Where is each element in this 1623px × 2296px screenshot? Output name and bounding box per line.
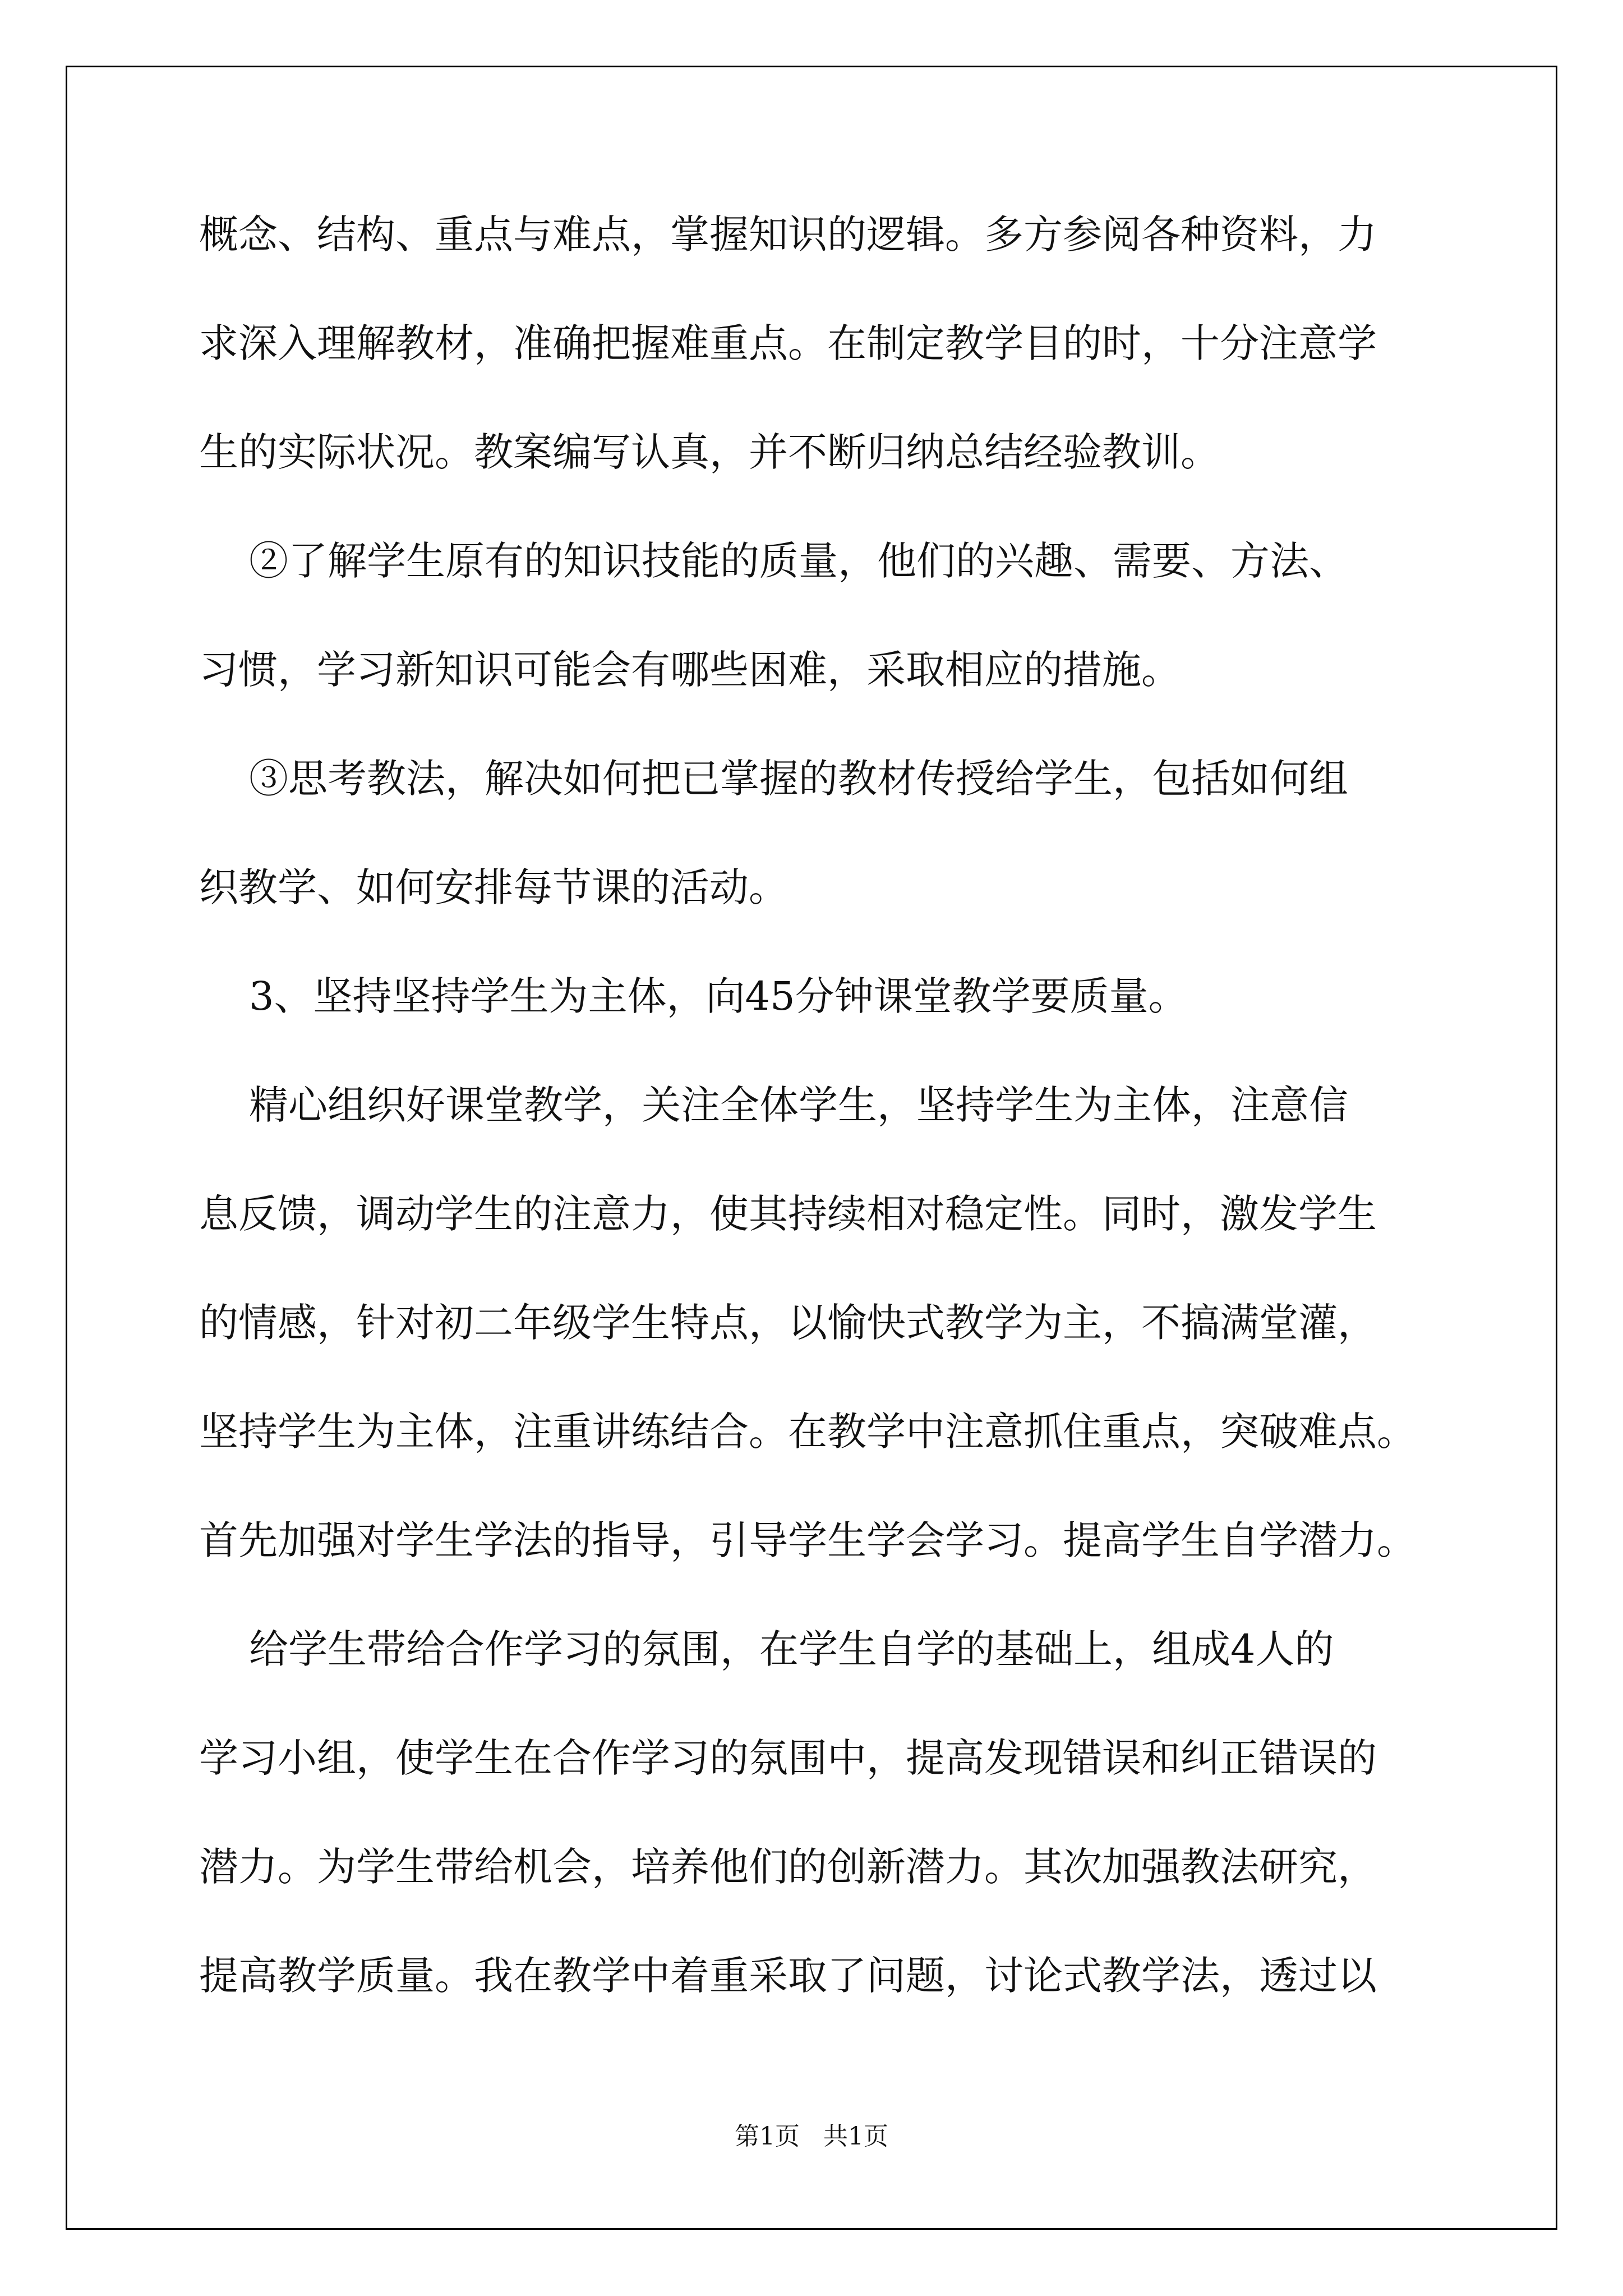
text-line: 学习小组，使学生在合作学习的氛围中，提高发现错误和纠正错误的 <box>199 1735 1377 1781</box>
text-line: 概念、结构、重点与难点，掌握知识的逻辑。多方参阅各种资料，力 <box>199 211 1377 257</box>
text-line: 生的实际状况。教案编写认真，并不断归纳总结经验教训。 <box>199 429 1220 475</box>
text-line: 织教学、如何安排每节课的活动。 <box>199 864 788 910</box>
text-line: 首先加强对学生学法的指导，引导学生学会学习。提高学生自学潜力。 <box>199 1517 1416 1563</box>
text-line: 给学生带给合作学习的氛围，在学生自学的基础上，组成4人的 <box>199 1626 1334 1672</box>
text-line: 习惯，学习新知识可能会有哪些困难，采取相应的措施。 <box>199 647 1181 693</box>
text-line: 潜力。为学生带给机会，培养他们的创新潜力。其次加强教法研究， <box>199 1844 1377 1890</box>
text-line: 3、坚持坚持学生为主体，向45分钟课堂教学要质量。 <box>199 973 1188 1019</box>
document-body <box>199 206 1489 2056</box>
text-line: 精心组织好课堂教学，关注全体学生，坚持学生为主体，注意信 <box>199 1082 1349 1128</box>
page-footer: 第1页 共1页 <box>735 2122 888 2151</box>
text-line: 息反馈，调动学生的注意力，使其持续相对稳定性。同时，激发学生 <box>199 1191 1377 1237</box>
text-line: 提高教学质量。我在教学中着重采取了问题，讨论式教学法，透过以 <box>199 1953 1377 1999</box>
text-line: ②了解学生原有的知识技能的质量，他们的兴趣、需要、方法、 <box>199 538 1349 584</box>
text-line: 求深入理解教材，准确把握难重点。在制定教学目的时，十分注意学 <box>199 320 1377 366</box>
text-line: 的情感，针对初二年级学生特点，以愉快式教学为主，不搞满堂灌， <box>199 1300 1377 1346</box>
text-line: ③思考教法，解决如何把已掌握的教材传授给学生，包括如何组 <box>199 756 1349 802</box>
text-line: 坚持学生为主体，注重讲练结合。在教学中注意抓住重点，突破难点。 <box>199 1409 1416 1455</box>
